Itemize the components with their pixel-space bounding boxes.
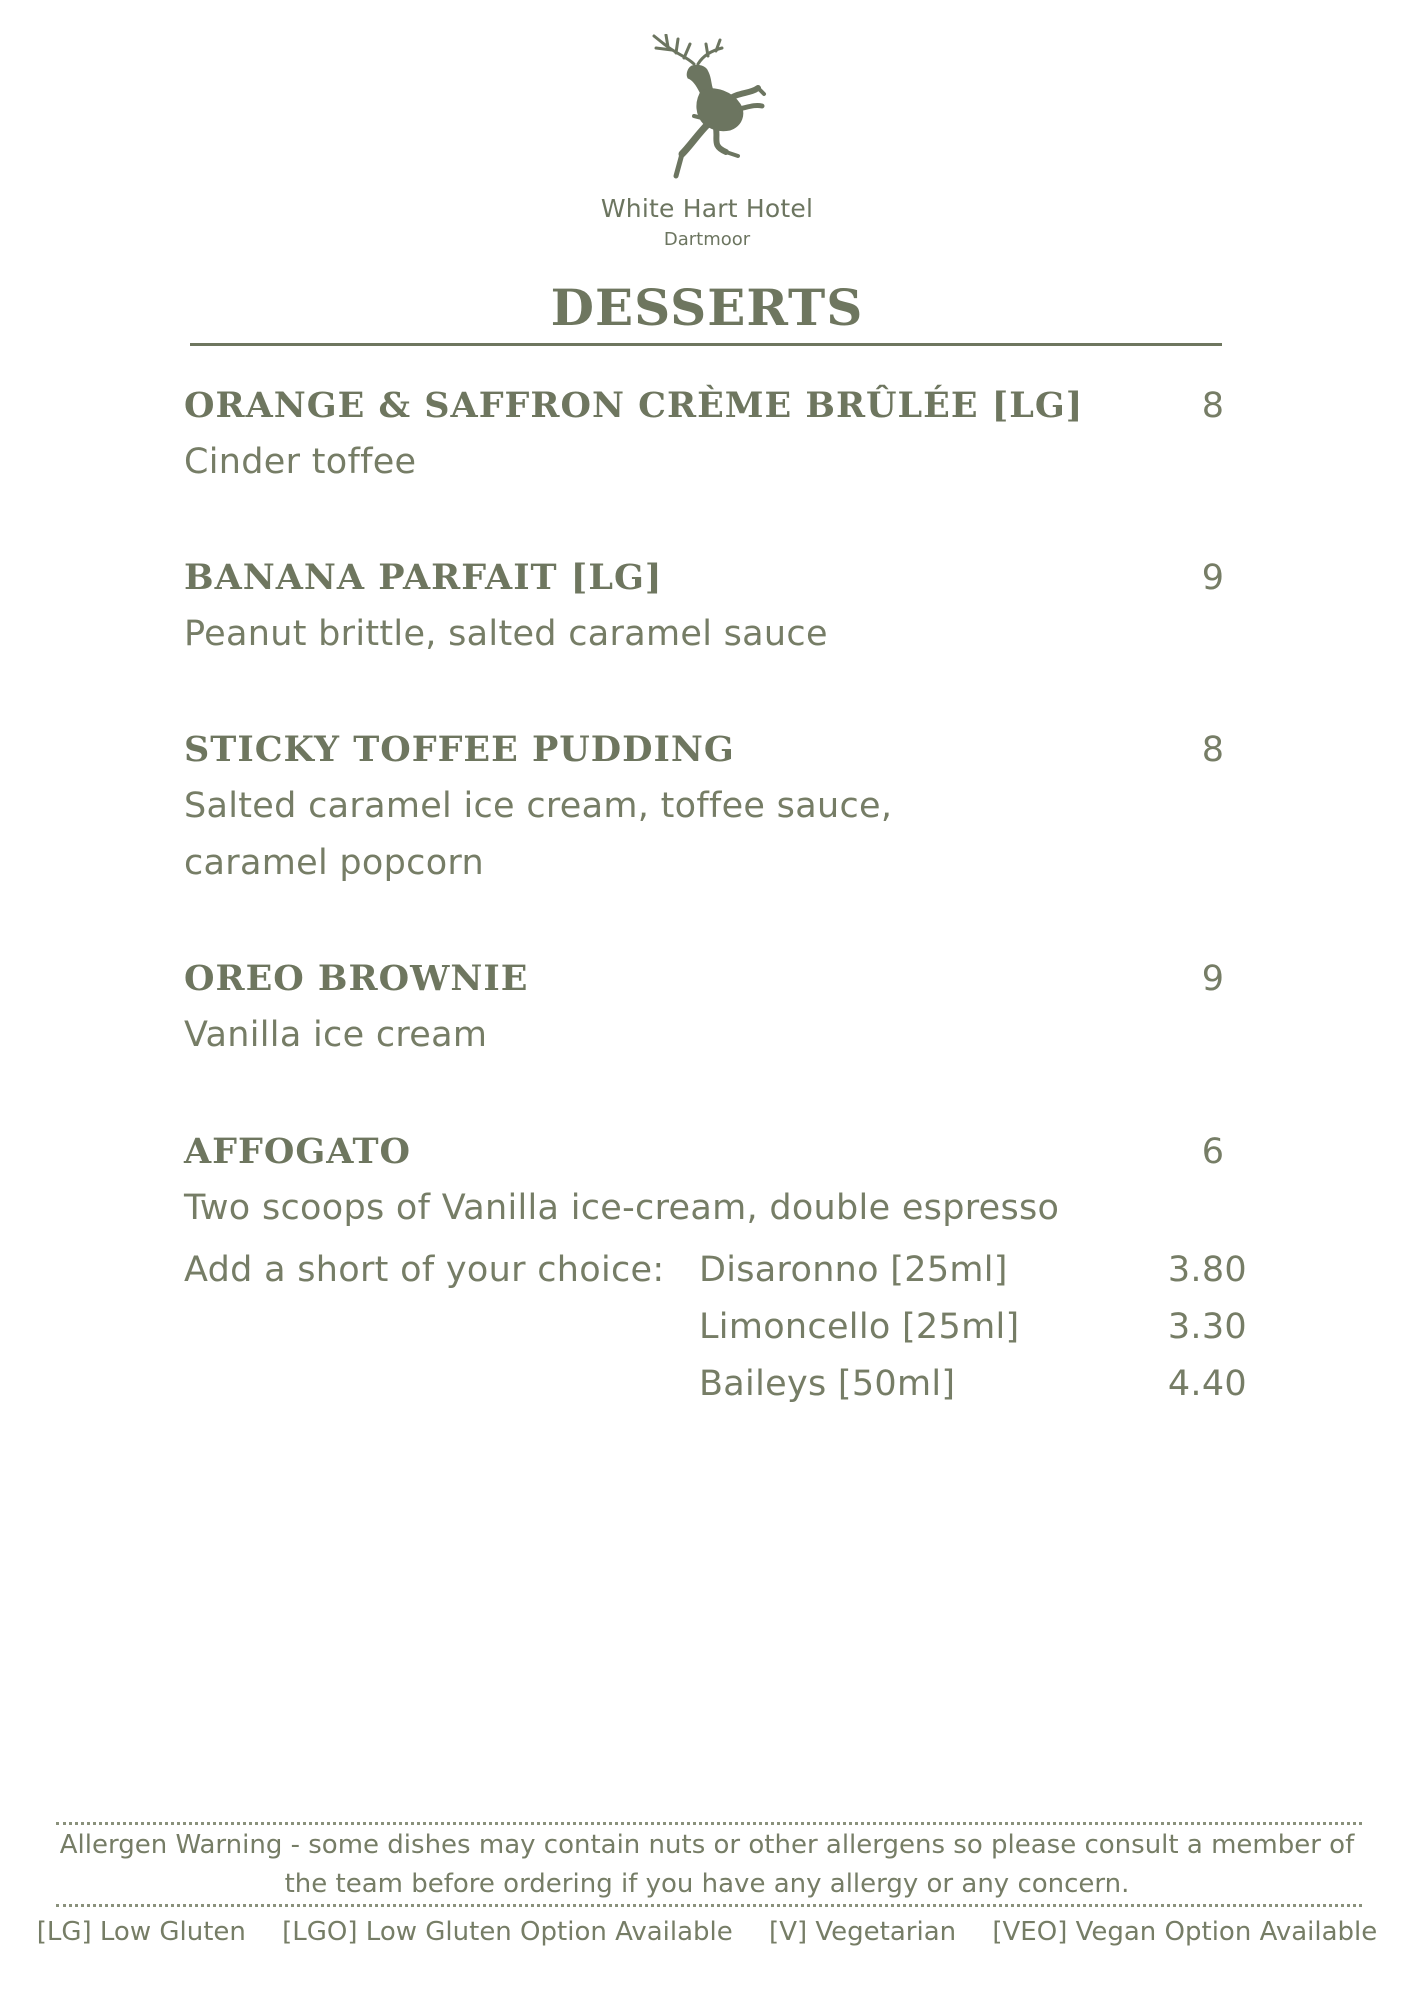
leaping-stag-icon: [642, 34, 772, 184]
description-line: Peanut brittle, salted caramel sauce: [184, 614, 828, 654]
item-name: BANANA PARFAIT [LG]: [184, 557, 663, 598]
menu-item-creme-brulee: [184, 384, 1224, 491]
item-description: [184, 606, 1224, 663]
description-line: Salted caramel ice cream, toffee sauce,: [184, 786, 893, 826]
title-divider: [190, 343, 1222, 346]
menu-item-oreo-brownie: [184, 957, 1224, 1064]
addon-option: [699, 1248, 1247, 1292]
item-price: 8: [1201, 730, 1224, 770]
dotted-divider-top: [56, 1822, 1362, 1825]
item-price: 9: [1201, 558, 1224, 598]
addon-name: Limoncello [25ml]: [699, 1307, 1020, 1347]
menu-item-affogato: [184, 1130, 1224, 1237]
addon-name: Baileys [50ml]: [699, 1364, 956, 1404]
allergen-line: the team before ordering if you have any allergy or any concern.: [284, 1869, 1130, 1899]
key-low-gluten: [LG] Low Gluten: [36, 1917, 246, 1947]
addon-price: 3.80: [1167, 1250, 1247, 1290]
item-name: AFFOGATO: [184, 1131, 412, 1172]
item-description: [184, 1007, 1224, 1064]
menu-item-sticky-toffee-pudding: [184, 728, 1224, 892]
item-name: STICKY TOFFEE PUDDING: [184, 729, 735, 770]
dietary-key: [0, 1914, 1414, 1950]
dotted-divider-bottom: [56, 1904, 1362, 1907]
item-description: [184, 434, 1224, 491]
addon-option: [699, 1362, 1247, 1406]
addon-label: Add a short of your choice:: [184, 1250, 665, 1290]
item-name: ORANGE & SAFFRON CRÈME BRÛLÉE [LG]: [184, 385, 1084, 426]
page-title: DESSERTS: [550, 278, 864, 337]
addon-price: 4.40: [1167, 1364, 1247, 1404]
item-price: 8: [1201, 386, 1224, 426]
item-price: 9: [1201, 959, 1224, 999]
item-description: [184, 1180, 1224, 1237]
description-line: caramel popcorn: [184, 843, 484, 883]
description-line: Vanilla ice cream: [184, 1015, 488, 1055]
allergen-warning: [40, 1826, 1374, 1904]
allergen-line: Allergen Warning - some dishes may contain nuts or other allergens so please consult a member of: [59, 1830, 1355, 1860]
item-name: OREO BROWNIE: [184, 958, 529, 999]
hotel-location: Dartmoor: [663, 229, 751, 250]
key-vegan-option: [VEO] Vegan Option Available: [992, 1917, 1378, 1947]
item-price: 6: [1201, 1132, 1224, 1172]
key-vegetarian: [V] Vegetarian: [769, 1917, 957, 1947]
hotel-name: White Hart Hotel: [600, 194, 814, 223]
addon-price: 3.30: [1167, 1307, 1247, 1347]
menu-item-banana-parfait: [184, 556, 1224, 663]
key-low-gluten-option: [LGO] Low Gluten Option Available: [282, 1917, 733, 1947]
addon-name: Disaronno [25ml]: [699, 1250, 1008, 1290]
addon-option: [699, 1305, 1247, 1349]
description-line: Cinder toffee: [184, 442, 417, 482]
hotel-logo: [0, 34, 1414, 250]
description-line: Two scoops of Vanilla ice-cream, double espresso: [184, 1188, 1060, 1228]
item-description: [184, 778, 1224, 892]
